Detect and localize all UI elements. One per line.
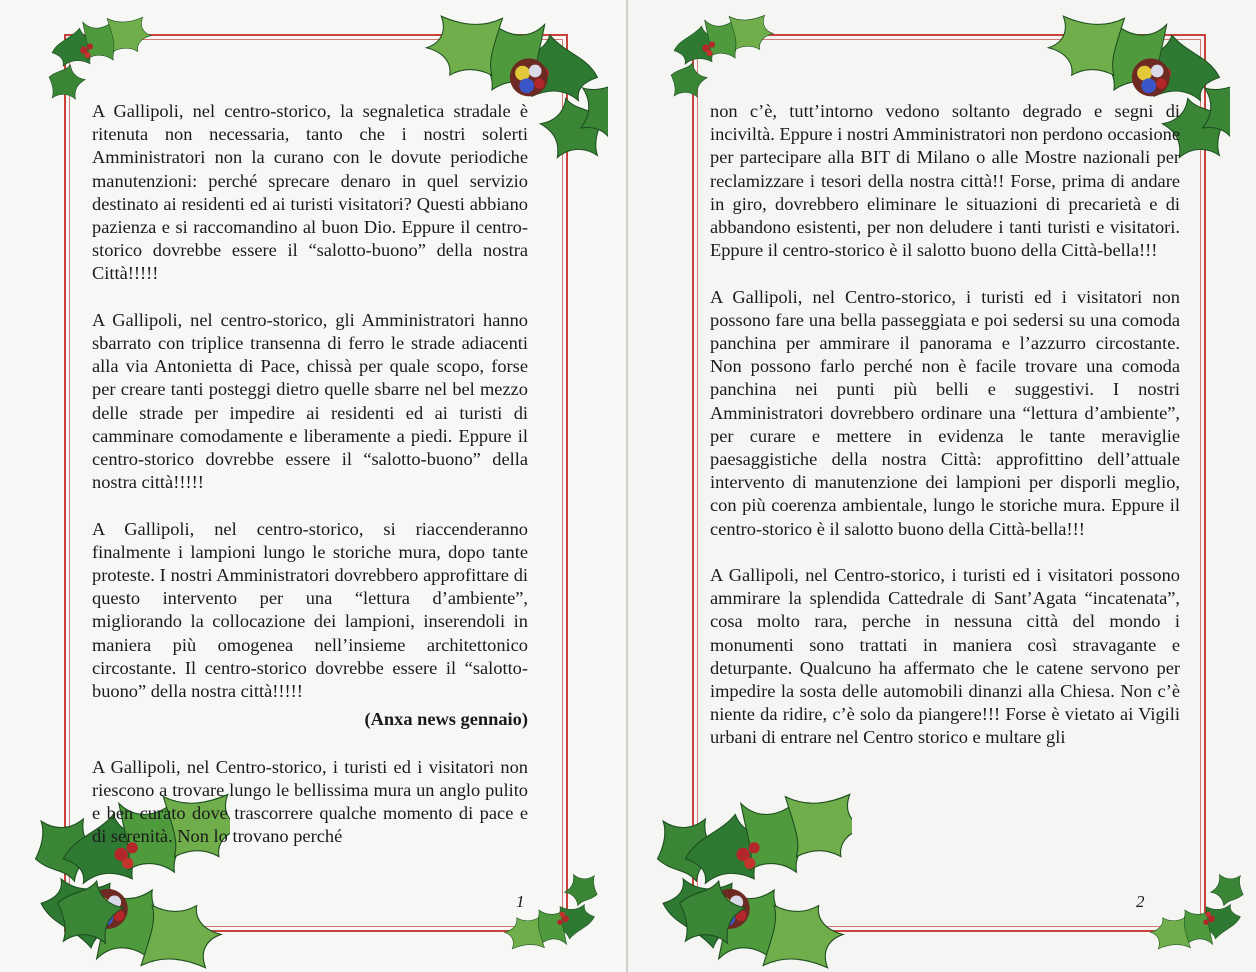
paragraph: A Gallipoli, nel centro-storico, la segnaletica stradale è ritenuta non necessaria, tanto che i nostri solerti Amministratori non la curano con le dovute periodiche manutenzioni: perché sprecare denaro in quel servizio destinato ai residenti ed ai turisti visitatori? Questi abbiano pazienza e si raccomandino al buon Dio. Eppure il centro-storico dovrebbe essere il “salotto-buono” della nostra Città!!!!! [92,101,528,284]
paragraph: A Gallipoli, nel centro-storico, gli Amministratori hanno sbarrato con triplice transenna di ferro le strade adiacenti alla via Antonietta di Pace, chissà per quale scopo, forse per creare tanti posteggi dietro quelle sbarre nel bel mezzo delle strade per impedire ai residenti ed ai turisti di camminare comodamente e liberamente a piedi. Eppure il centro-storico dovrebbe essere il “salotto-buono” della nostra città!!!!! [92,309,528,493]
page-number: 1 [516,892,525,911]
source-citation: (Anxa news gennaio) [364,709,528,730]
holly-icon [1146,840,1246,960]
paragraph: non c’è, tutt’intorno vedono soltanto degrado e segni di inciviltà. Eppure i nostri Amministratori non perdono occasione per partecipare alla BIT di Milano o alle Mostre nazionali per reclamizzare i tesori della nostra città!! Forse, prima di andare in giro, dovrebbero eliminare le situazioni di precarietà e di abbandono esistenti, per non deludere i tanti turisti e visitatori. Eppure il centro-storico è il salotto buono della Città-bella!!! [710,101,1180,261]
article-text [710,100,1180,773]
holly-ornament-icon [652,770,852,970]
page-2 [628,0,1256,972]
page-number: 2 [1136,892,1145,911]
paragraph: A Gallipoli, nel Centro-storico, i turisti ed i visitatori possono ammirare la splendida Cattedrale di Sant’Agata “incatenata”, cosa molto rara, perche in nessuna città del mondo i monumenti sono trattati in maniera così stravagante e deturpante. Qualcuno ha affermato che le catene servono per impedire la sosta delle automobili dinanzi alla Chiesa. Non c’è niente da ridire, c’è solo da piangere!!! Forse è vietato ai Vigili urbani di entrare nel Centro storico e multare gli [710,565,1180,748]
paragraph: A Gallipoli, nel Centro-storico, i turisti ed i visitatori non riescono a trovare lungo le bellissima mura un anglo pulito e ben curato dove trascorrere qualche momento di pace e di serenità. Non lo trovano perché [92,756,528,847]
article-text [92,100,528,872]
paragraph: A Gallipoli, nel centro-storico, si riaccenderanno finalmente i lampioni lungo le storiche mura, dopo tante proteste. I nostri Amministratori dovrebbero approfittare di questo intervento per una “lettura d’ambiente”, migliorando la collocazione dei lampioni, inserendoli in maniera più omogenea nell’insieme architettonico circostante. Il centro-storico dovrebbe essere il “salotto-buono” della nostra città!!!!! [92,518,528,702]
paragraph: A Gallipoli, nel Centro-storico, i turisti ed i visitatori non possono fare una bella passeggiata e poi sedersi su una comoda panchina per ammirare il panorama e l’azzurro circostante. Non possono farlo perché non è facile trovare una comoda panchina nei punti più belli e suggestivi. I nostri Amministratori dovrebbero ordinare una “lettura d’ambiente”, per curare e mettere in evidenza le tante meraviglie paesaggistiche della nostra Città: approfittino dell’attuale intervento di manutenzione dei lampioni per disporli meglio, con più coerenza ambientale, lungo le storiche mura. Eppure il centro-storico è il salotto buono della Città-bella!!! [710,286,1180,539]
